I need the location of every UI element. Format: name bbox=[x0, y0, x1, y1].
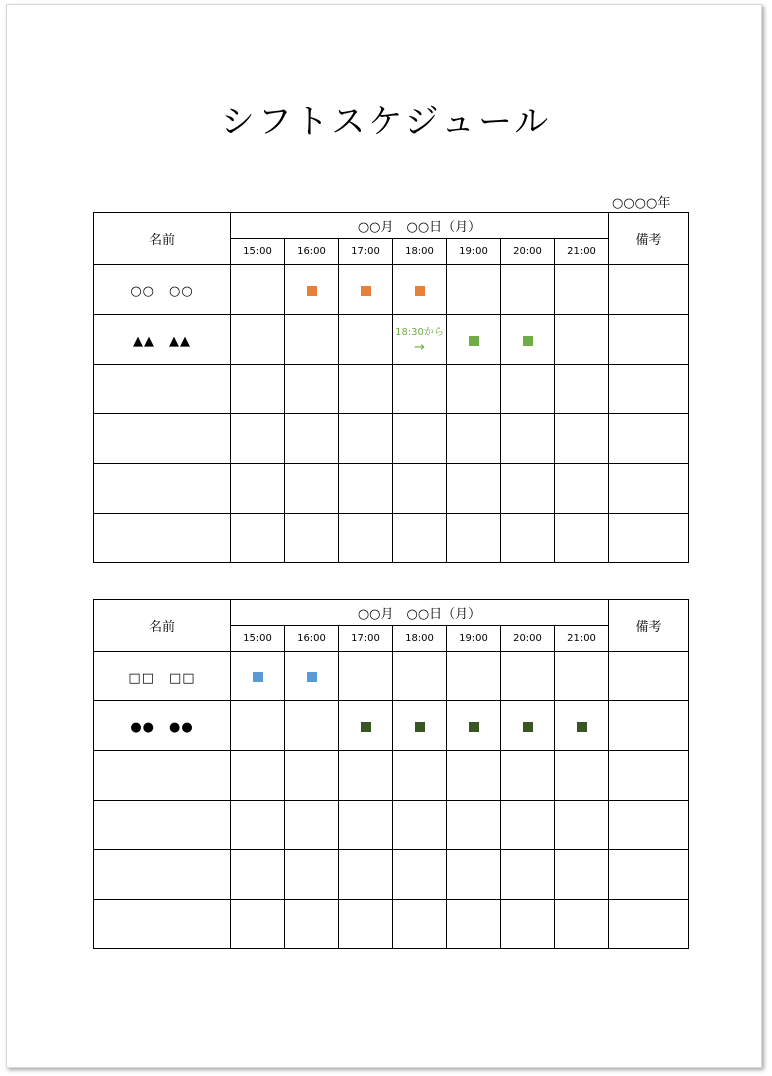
note-cell[interactable] bbox=[609, 414, 689, 464]
shift-cell[interactable] bbox=[393, 414, 447, 464]
table-row bbox=[94, 315, 689, 365]
shift-cell[interactable] bbox=[339, 464, 393, 514]
table-row bbox=[94, 414, 689, 464]
table-row bbox=[94, 464, 689, 514]
shift-mark-orange bbox=[361, 286, 371, 296]
shift-cell[interactable] bbox=[447, 652, 501, 701]
shift-cell[interactable] bbox=[285, 652, 339, 701]
shift-cell[interactable] bbox=[393, 365, 447, 414]
shift-cell[interactable] bbox=[501, 514, 555, 563]
shift-cell[interactable] bbox=[231, 464, 285, 514]
shift-cell[interactable] bbox=[393, 801, 447, 850]
staff-name[interactable] bbox=[94, 514, 231, 563]
note-cell[interactable] bbox=[609, 464, 689, 514]
shift-cell[interactable] bbox=[339, 900, 393, 949]
table-row bbox=[94, 652, 689, 701]
shift-cell[interactable] bbox=[393, 900, 447, 949]
shift-cell[interactable] bbox=[501, 652, 555, 701]
staff-name[interactable] bbox=[94, 464, 231, 514]
shift-cell[interactable] bbox=[393, 652, 447, 701]
header-time: 18:00 bbox=[393, 626, 447, 652]
shift-cell[interactable] bbox=[339, 850, 393, 900]
staff-name[interactable] bbox=[94, 900, 231, 949]
shift-cell[interactable] bbox=[501, 265, 555, 315]
shift-cell[interactable] bbox=[231, 801, 285, 850]
shift-cell[interactable] bbox=[393, 464, 447, 514]
header-name: 名前 bbox=[94, 600, 231, 652]
header-time: 17:00 bbox=[339, 239, 393, 265]
shift-cell[interactable] bbox=[555, 315, 609, 365]
header-note: 備考 bbox=[609, 600, 689, 652]
note-cell[interactable] bbox=[609, 701, 689, 751]
shift-cell[interactable] bbox=[501, 315, 555, 365]
right-arrow-icon: → bbox=[414, 339, 425, 355]
shift-cell[interactable] bbox=[501, 701, 555, 751]
shift-cell[interactable] bbox=[231, 414, 285, 464]
shift-mark-dark-green bbox=[361, 722, 371, 732]
shift-cell[interactable] bbox=[447, 900, 501, 949]
shift-mark-light-green bbox=[469, 336, 479, 346]
shift-cell[interactable] bbox=[339, 751, 393, 801]
shift-cell[interactable] bbox=[447, 414, 501, 464]
shift-cell[interactable] bbox=[501, 850, 555, 900]
shift-cell[interactable] bbox=[393, 265, 447, 315]
shift-cell[interactable] bbox=[501, 900, 555, 949]
header-name: 名前 bbox=[94, 213, 231, 265]
shift-cell[interactable] bbox=[339, 801, 393, 850]
shift-cell[interactable] bbox=[285, 801, 339, 850]
shift-cell[interactable] bbox=[447, 365, 501, 414]
shift-cell[interactable] bbox=[501, 801, 555, 850]
staff-name[interactable]: □□ □□ bbox=[94, 652, 231, 701]
shift-cell[interactable] bbox=[285, 414, 339, 464]
shift-cell[interactable] bbox=[285, 701, 339, 751]
shift-table-2 bbox=[93, 599, 689, 949]
shift-mark-dark-green bbox=[577, 722, 587, 732]
shift-cell[interactable] bbox=[339, 514, 393, 563]
header-time: 17:00 bbox=[339, 626, 393, 652]
shift-cell[interactable] bbox=[231, 850, 285, 900]
shift-table-1 bbox=[93, 212, 689, 563]
shift-cell[interactable] bbox=[231, 315, 285, 365]
staff-name[interactable]: ○○ ○○ bbox=[94, 265, 231, 315]
shift-cell[interactable] bbox=[447, 850, 501, 900]
shift-cell[interactable] bbox=[555, 464, 609, 514]
shift-cell[interactable] bbox=[447, 315, 501, 365]
shift-cell[interactable] bbox=[339, 315, 393, 365]
table-row bbox=[94, 850, 689, 900]
shift-mark-orange bbox=[415, 286, 425, 296]
shift-cell[interactable] bbox=[447, 514, 501, 563]
shift-mark-dark-green bbox=[415, 722, 425, 732]
note-cell[interactable] bbox=[609, 900, 689, 949]
page-title: シフトスケジュール bbox=[220, 102, 552, 142]
header-time: 21:00 bbox=[555, 626, 609, 652]
shift-cell[interactable] bbox=[231, 652, 285, 701]
table-row bbox=[94, 265, 689, 315]
note-cell[interactable] bbox=[609, 751, 689, 801]
shift-cell[interactable] bbox=[393, 751, 447, 801]
header-date: ○○月 ○○日（月） bbox=[231, 213, 609, 239]
shift-mark-blue bbox=[307, 672, 317, 682]
shift-cell[interactable] bbox=[339, 701, 393, 751]
shift-cell[interactable] bbox=[285, 365, 339, 414]
shift-cell[interactable] bbox=[285, 751, 339, 801]
shift-cell[interactable] bbox=[501, 365, 555, 414]
header-time: 16:00 bbox=[285, 626, 339, 652]
shift-cell[interactable] bbox=[285, 900, 339, 949]
note-cell[interactable] bbox=[609, 514, 689, 563]
header-time: 20:00 bbox=[501, 239, 555, 265]
shift-cell[interactable] bbox=[285, 315, 339, 365]
shift-mark-light-green bbox=[523, 336, 533, 346]
shift-cell[interactable] bbox=[285, 850, 339, 900]
header-time: 19:00 bbox=[447, 626, 501, 652]
shift-cell[interactable] bbox=[555, 365, 609, 414]
year-label: ○○○○年 bbox=[612, 196, 671, 211]
shift-cell[interactable] bbox=[393, 701, 447, 751]
header-note: 備考 bbox=[609, 213, 689, 265]
shift-cell[interactable] bbox=[555, 652, 609, 701]
shift-cell[interactable] bbox=[339, 652, 393, 701]
note-cell[interactable] bbox=[609, 801, 689, 850]
shift-cell[interactable] bbox=[285, 464, 339, 514]
table-row bbox=[94, 514, 689, 563]
note-cell[interactable] bbox=[609, 850, 689, 900]
shift-cell[interactable] bbox=[231, 514, 285, 563]
header-time: 15:00 bbox=[231, 239, 285, 265]
shift-cell[interactable] bbox=[393, 315, 447, 365]
shift-cell[interactable] bbox=[231, 365, 285, 414]
shift-cell[interactable] bbox=[555, 751, 609, 801]
shift-cell[interactable] bbox=[555, 701, 609, 751]
table-row bbox=[94, 900, 689, 949]
table-row bbox=[94, 365, 689, 414]
header-time: 19:00 bbox=[447, 239, 501, 265]
shift-mark-blue bbox=[253, 672, 263, 682]
shift-cell[interactable] bbox=[393, 850, 447, 900]
table-row bbox=[94, 751, 689, 801]
shift-cell[interactable] bbox=[501, 751, 555, 801]
shift-cell[interactable] bbox=[339, 414, 393, 464]
shift-cell[interactable] bbox=[285, 265, 339, 315]
header-time: 16:00 bbox=[285, 239, 339, 265]
staff-name[interactable]: ▲▲ ▲▲ bbox=[94, 315, 231, 365]
shift-cell[interactable] bbox=[339, 265, 393, 315]
shift-cell[interactable] bbox=[447, 265, 501, 315]
shift-start-note: 18:30から bbox=[395, 326, 444, 338]
shift-cell[interactable] bbox=[231, 751, 285, 801]
header-time: 18:00 bbox=[393, 239, 447, 265]
shift-cell[interactable] bbox=[231, 265, 285, 315]
staff-name[interactable] bbox=[94, 751, 231, 801]
shift-cell[interactable] bbox=[555, 414, 609, 464]
staff-name[interactable] bbox=[94, 365, 231, 414]
staff-name[interactable] bbox=[94, 801, 231, 850]
staff-name[interactable]: ●● ●● bbox=[94, 701, 231, 751]
shift-cell[interactable] bbox=[339, 365, 393, 414]
shift-cell[interactable] bbox=[555, 514, 609, 563]
staff-name[interactable] bbox=[94, 414, 231, 464]
shift-cell[interactable] bbox=[393, 514, 447, 563]
shift-cell[interactable] bbox=[555, 900, 609, 949]
header-time: 21:00 bbox=[555, 239, 609, 265]
shift-cell[interactable] bbox=[555, 265, 609, 315]
shift-mark-dark-green bbox=[469, 722, 479, 732]
note-cell[interactable] bbox=[609, 315, 689, 365]
shift-cell[interactable] bbox=[555, 801, 609, 850]
shift-cell[interactable] bbox=[447, 801, 501, 850]
staff-name[interactable] bbox=[94, 850, 231, 900]
shift-cell[interactable] bbox=[555, 850, 609, 900]
shift-cell[interactable] bbox=[285, 514, 339, 563]
shift-cell[interactable] bbox=[501, 414, 555, 464]
shift-mark-orange bbox=[307, 286, 317, 296]
note-cell[interactable] bbox=[609, 365, 689, 414]
shift-cell[interactable] bbox=[231, 701, 285, 751]
table-row bbox=[94, 801, 689, 850]
header-time: 15:00 bbox=[231, 626, 285, 652]
table-row bbox=[94, 701, 689, 751]
shift-cell[interactable] bbox=[501, 464, 555, 514]
shift-cell[interactable] bbox=[447, 751, 501, 801]
note-cell[interactable] bbox=[609, 265, 689, 315]
shift-cell[interactable] bbox=[447, 701, 501, 751]
note-cell[interactable] bbox=[609, 652, 689, 701]
header-date: ○○月 ○○日（月） bbox=[231, 600, 609, 626]
header-time: 20:00 bbox=[501, 626, 555, 652]
shift-cell[interactable] bbox=[447, 464, 501, 514]
shift-mark-dark-green bbox=[523, 722, 533, 732]
shift-cell[interactable] bbox=[231, 900, 285, 949]
